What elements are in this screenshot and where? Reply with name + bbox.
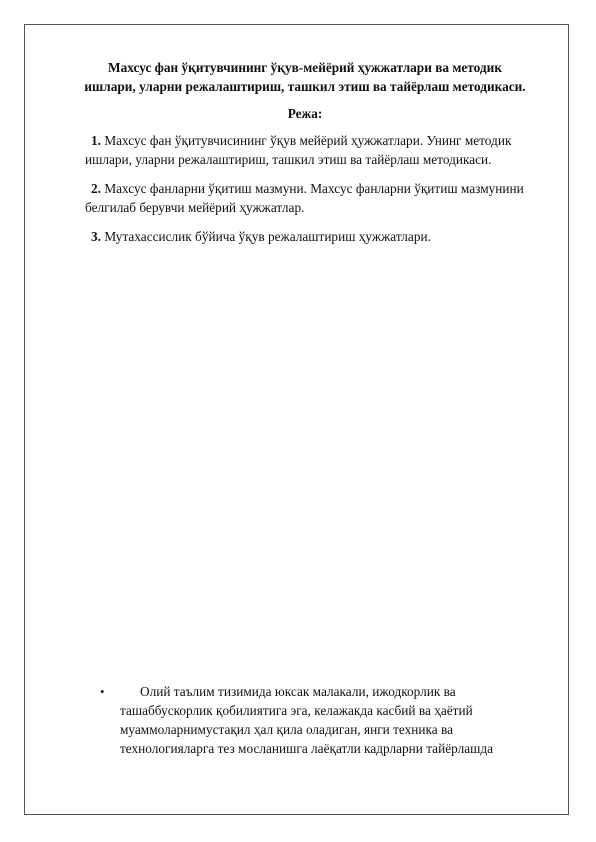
plan-item-number: 1. — [91, 133, 101, 148]
plan-heading: Режа: — [287, 106, 323, 121]
document-title — [60, 58, 550, 96]
bullet-icon: • — [100, 684, 105, 699]
title-line-1: Махсус фан ўқитувчининг ўқув-мейёрий ҳужжатлари ва методик — [108, 60, 502, 75]
title-line-2: ишлари, уларни режалаштириш, ташкил этиш ва тайёрлаш методикаси. — [84, 79, 526, 94]
plan-item-text: Махсус фанларни ўқитиш мазмуни. Махсус фанларни ўқитиш мазмунини белгилаб берувчи мейёрий ҳужжатлар. — [85, 181, 524, 215]
plan-item-number: 2. — [91, 181, 101, 196]
plan-item — [85, 179, 555, 217]
plan-item-text: Мутахассислик бўйича ўқув режалаштириш ҳужжатлари. — [104, 229, 431, 244]
bullet-paragraph — [100, 682, 530, 758]
plan-item-number: 3. — [91, 229, 101, 244]
plan-item-text: Махсус фан ўқитувчисининг ўқув мейёрий ҳужжатлари. Унинг методик ишлари, уларни режалаштириш, ташкил этиш ва тайёрлаш методикаси. — [85, 133, 512, 167]
plan-item — [85, 227, 555, 246]
plan-item — [85, 131, 555, 169]
bullet-paragraph-text: Олий таълим тизимида юксак малакали, ижодкорлик ва ташаббускорлик қобилиятига эга, келажакда касбий ва ҳаётий муаммоларнимустақил ҳал қила оладиган, янги техника ва технологияларга тез мосланишга лаёқатли кадрларни тайёрлашда — [120, 684, 494, 756]
